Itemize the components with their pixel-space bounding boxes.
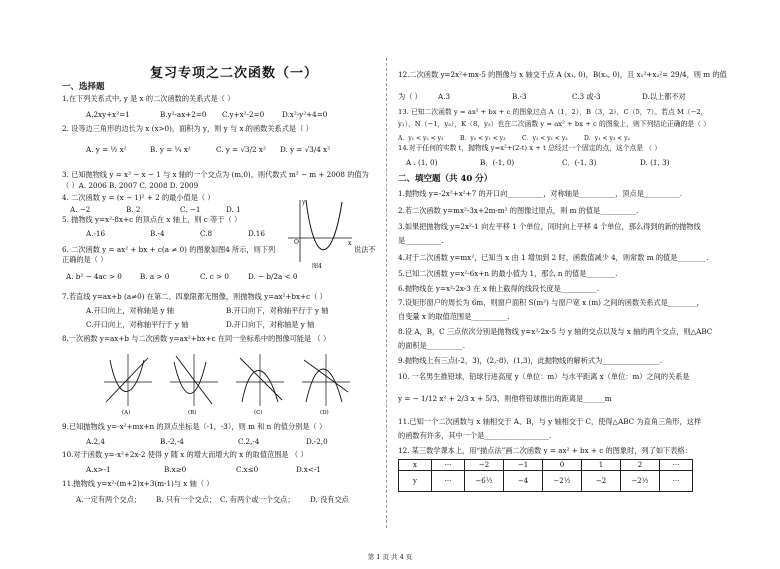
fill-10: 10. 一名男生推铅球，铅球行进高度 y（单位：m）与水平距离 x（单位：m）之间的关系是 (398, 372, 690, 381)
q10-option-c: C.x≤0 (236, 465, 259, 474)
table-cell: ··· (432, 460, 465, 471)
q11-option-b: B. 只有一个交点； (156, 495, 217, 504)
q2-text: 2. 设等边三角形的边长为 x (x>0)，面积为 y，则 y 与 x 的函数关系式是（ ） (62, 124, 313, 133)
svg-text:(A): (A) (122, 410, 131, 416)
q1-option-b: B.y²-ax+2=0 (160, 110, 207, 119)
q13-text: 13. 已知二次函数 y = ax² + bx + c 的图象过点 A（1，2），B（3，2），C（5，7）。若点 M（−2， (398, 108, 708, 116)
q3-options: （ ）A. 2006 B. 2007 C. 2008 D. 2009 (62, 181, 199, 190)
fill-3: 3.如果把抛物线 y=2x²-1 向左平移 1 个单位，同时向上平移 4 个单位，那么得到的新的抛物线 (398, 222, 701, 231)
page-title: 复习专项之二次函数（一） (150, 66, 319, 81)
q6-text-tail: 说法不 (354, 245, 376, 254)
table-cell: x (399, 460, 432, 471)
q4-option-a: A. −2 (70, 205, 91, 214)
q6-option-d: D. − b/2a < 0 (248, 272, 298, 281)
fill-8-line2: 的面积是__________. (398, 341, 465, 350)
figure-4-parabola (286, 196, 356, 270)
q13-option-a: A．y₁ < y₂ < y₃ (398, 135, 444, 142)
q10-text: 10.对于函数 y=-x²+2x-2 使得 y 随 x 的增大而增大的 x 的取值范围是 （ ） (62, 450, 308, 459)
q7-option-c: C.开口向上，对称轴平行于 y 轴 (86, 320, 189, 329)
q2-option-d: D. y = √3/4 x² (280, 145, 331, 154)
q12-option-a: A.3 (438, 92, 451, 101)
q10-option-d: D.x<-1 (296, 465, 321, 474)
q6-text: 6. 二次函数 y = ax² + bx + c(a ≠ 0) 的图象如图4 所示，则下列 (62, 245, 276, 254)
table-cell: ··· (660, 471, 693, 492)
q9-option-b: B.-2,-4 (160, 437, 184, 446)
svg-text:x: x (348, 240, 352, 247)
table-cell: y (399, 471, 432, 492)
fill-8: 8.设 A，B，C 三点依次分别是抛物线 y=x²-2x-5 与 y 轴的交点以及与 x 轴的两个交点，则△ABC (398, 327, 713, 336)
q13-option-b: B．y₂ < y₁ < y₃ (460, 135, 506, 142)
q12-option-c: C.3 或-3 (572, 92, 601, 101)
q5-text: 5. 抛物线 y=x²-8x+c 的顶点在 x 轴上，则 c 等于（ ） (62, 215, 242, 224)
q3-text: 3. 已知抛物线 y = x² − x − 1 与 x 轴的一个交点为 (m,0)，则代数式 m² − m + 2008 的值为 (62, 170, 369, 179)
q5-option-d: D.16 (248, 229, 265, 238)
q1-text: 1.在下列关系式中, y 是 x 的二次函数的关系式是（ ） (62, 94, 235, 103)
q12-text: 12.二次函数 y=2x²+mx-5 的图像与 x 轴交于点 A (x₁, 0)，B(x₂, 0)，且 x₁²+x₂²= 29/4，则 m 的值 (398, 70, 727, 79)
q9-option-a: A.2,4 (86, 437, 105, 446)
q4-option-b: B. 2 (126, 205, 141, 214)
q7-text: 7.若直线 y=ax+b (a≠0) 在第二、四象限都无图像，则抛物线 y=ax²+bx+c（ ） (62, 292, 327, 301)
table-cell: ··· (432, 471, 465, 492)
q6-option-b: B. a > 0 (140, 272, 170, 281)
q12-option-b: B.-3 (512, 92, 527, 101)
table-cell: 2 (621, 460, 660, 471)
q6-option-a: A. b² − 4ac > 0 (66, 272, 122, 281)
q7-option-b: B.开口向下，对称轴平行于 y 轴 (226, 306, 329, 315)
q9-text: 9.已知抛物线 y=-x²+mx+n 的顶点坐标是（-1，-3），则 m 和 n 的值分别是（ ） (62, 422, 327, 431)
q8-graph-b (170, 354, 218, 416)
q2-option-c: C. y = √3/2 x² (216, 145, 266, 154)
q12-option-d: D.以上都不对 (642, 92, 686, 101)
table-cell: 1 (582, 460, 621, 471)
section-choice-heading: 一、选择题 (62, 82, 105, 92)
svg-text:(B): (B) (188, 410, 197, 416)
q6-option-c: C. c > 0 (200, 272, 230, 281)
figure-4-caption: 图4 (312, 263, 322, 270)
fill-2: 2.若二次函数 y=mx²-3x+2m-m² 的图像过原点，则 m 的值是__________. (398, 206, 639, 215)
fill-5: 5.已知二次函数 y=x²-6x+n 的最小值为 1，那么 n 的值是________. (398, 269, 618, 278)
q12-text-2: 为（ ） (398, 92, 422, 101)
q4-text: 4. 二次函数 y = (x − 1)² + 2 的最小值是（ ） (62, 193, 215, 202)
svg-text:(C): (C) (254, 410, 263, 416)
fill-3-line2: 是__________. (398, 236, 444, 245)
svg-text:(D): (D) (320, 410, 329, 416)
table-cell: 0 (543, 460, 582, 471)
q9-option-d: D.-2,0 (306, 437, 328, 446)
svg-text:O: O (294, 239, 299, 246)
value-table (398, 459, 693, 492)
fill-7: 7.设矩形窗户的周长为 6m，则窗户面积 S(m²) 与窗户宽 x (m) 之间的函数关系式是________， (398, 298, 704, 307)
page-footer: 第 1 页 共 4 页 (367, 553, 413, 561)
q2-option-b: B. y = ¼ x² (150, 145, 191, 154)
q5-option-b: B.-4 (150, 229, 165, 238)
q13-option-c: C．y₃ < y₁ < y₂ (522, 135, 568, 142)
q14-option-d: D. (1, 3) (640, 158, 670, 167)
q8-text: 8.一次函数 y=ax+b 与二次函数 y=ax²+bx+c 在同一坐标系中的图像可能是 （ ） (62, 334, 331, 343)
q13-text-2: y₁），N（−1，y₂），K（8，y₃）也在二次函数 y = ax² + bx + c 的图象上，则下列结论正确的是（ ） (398, 120, 710, 128)
fill-7-line2: 自变量 x 的取值范围是__________. (398, 312, 510, 321)
table-cell: ··· (660, 460, 693, 471)
table-cell: −2½ (543, 471, 582, 492)
q5-option-a: A.-16 (86, 229, 106, 238)
q5-option-c: C.8 (200, 229, 213, 238)
fill-1: 1.抛物线 y=-2x²+x²+7 的开口向__________，对称轴是__________，顶点是__________. (398, 189, 683, 198)
q4-option-c: C. −1 (180, 205, 201, 214)
table-cell: −2 (582, 471, 621, 492)
q11-option-d: D. 没有交点 (310, 495, 349, 504)
q1-option-a: A.2xy+x²=1 (86, 110, 130, 119)
q11-text: 11.抛物线 y=x²-(m+2)x+3(m-1)与 x 轴（ ） (62, 479, 214, 488)
table-row (399, 471, 693, 492)
q8-graph-c (236, 354, 284, 416)
fill-12: 12. 某三数学课本上，用“描点法”画二次函数 y = ax² + bx + c 的图象时，列了如下表格： (398, 446, 692, 455)
table-cell: −2 (465, 460, 504, 471)
table-cell: −6½ (465, 471, 504, 492)
q14-option-b: B．(-1, 0) (480, 158, 515, 167)
table-cell: −1 (504, 460, 543, 471)
q8-graphs (100, 352, 360, 416)
svg-text:y: y (302, 199, 306, 206)
section-fill-heading: 二、填空题（共 40 分） (398, 174, 493, 184)
fill-11: 11.已知一个二次函数与 x 轴相交于 A、B，与 y 轴相交于 C，使得△ABC 为直角三角形，这样 (398, 417, 702, 426)
table-cell: −2½ (621, 471, 660, 492)
q11-option-a: A.一定有两个交点； (76, 495, 141, 504)
fill-11-line2: 的函数有许多，其中一个是__________________. (398, 431, 552, 440)
q1-option-d: D.x²-y²+4=0 (282, 110, 328, 119)
fill-4: 4.对于二次函数 y=mx²，已知当 x 由 1 增加到 2 时，函数值减少 4，则常数 m 的值是________. (398, 253, 709, 262)
q14-option-c: C．(-1, 3) (562, 158, 597, 167)
q6-text-2: 正确的是（ ） (62, 255, 108, 264)
fill-6: 6.抛物线在 y=x²-2x-3 在 x 轴上截得的线段长度是__________. (398, 284, 600, 293)
q7-option-d: D.开口向下，对称轴是 y 轴 (226, 320, 315, 329)
fill-9: 9.抛物线上有三点(-2，3)，(2,-8)，(1,3)，此抛物线的解析式为________________. (398, 356, 663, 365)
q7-option-a: A.开口向上，对称轴是 y 轴 (86, 306, 174, 315)
q4-option-d: D. 1 (226, 205, 241, 214)
fill-10-line2: y = − 1/12 x² + 2/3 x + 5/3，则他将铅球推出的距离是______m (398, 394, 612, 403)
q10-option-b: B.x≥0 (164, 465, 187, 474)
q8-graph-a (104, 354, 152, 416)
table-cell: −4 (504, 471, 543, 492)
column-divider (386, 58, 387, 528)
q2-option-a: A. y = ½ x² (86, 145, 127, 154)
q14-option-a: A . (1, 0) (406, 158, 438, 167)
q14-text: 14.对于任何的实数 t，抛物线 y=x²+(2-t) x + t 总经过一个固定的点，这个点是 （ ） (398, 144, 662, 152)
q13-option-d: D．y₁ < y₃ < y₂ (584, 135, 630, 142)
q10-option-a: A.x>-1 (86, 465, 111, 474)
q9-option-c: C.2,-4 (238, 437, 260, 446)
q8-graph-d (302, 354, 350, 416)
q11-option-c: C. 有两个或一个交点； (220, 495, 295, 504)
table-row (399, 460, 693, 471)
q1-option-c: C.y+x²-2=0 (222, 110, 265, 119)
